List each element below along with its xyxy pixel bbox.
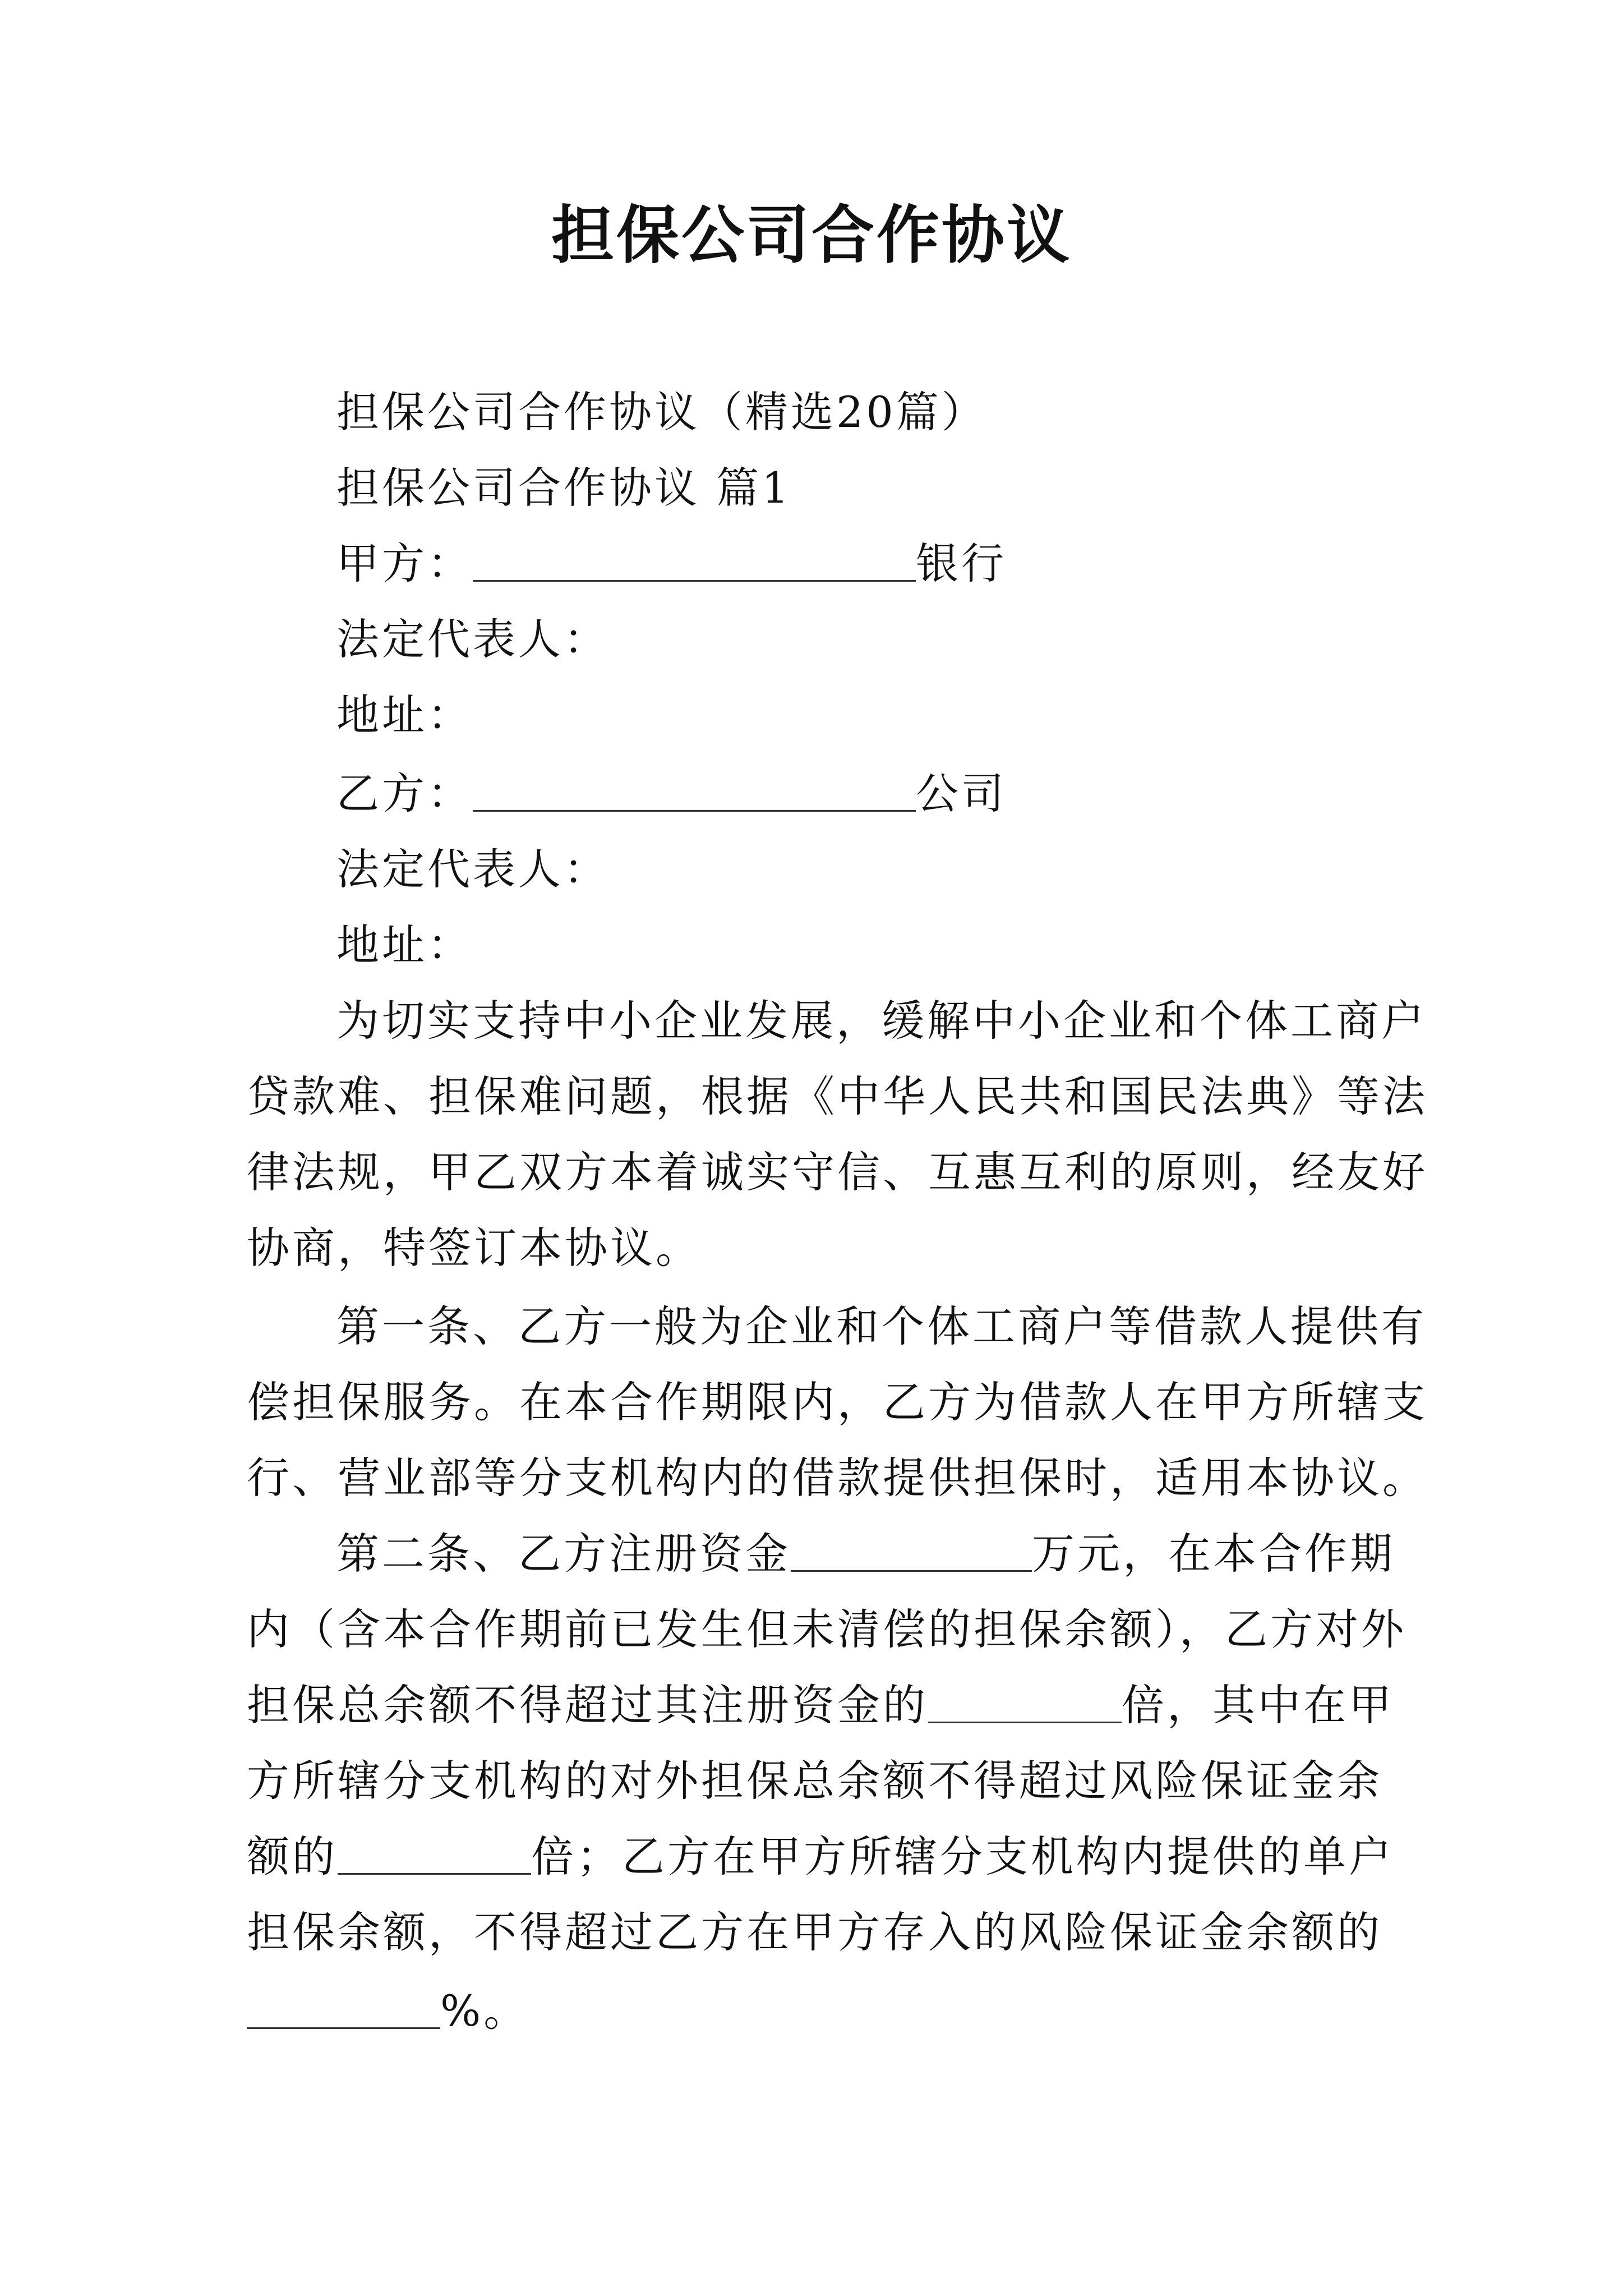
document-subtitle: 担保公司合作协议（精选20篇） <box>336 387 987 437</box>
registered-capital-blank <box>791 1531 1032 1572</box>
article-1-line-2: 偿担保服务。在本合作期限内，乙方为借款人在甲方所辖支 <box>247 1377 1428 1427</box>
party-a-address: 地址： <box>336 690 473 740</box>
party-b-suffix: 公司 <box>916 769 1007 818</box>
article-2-line-2: 内（含本合作期前已发生但未清偿的担保余额），乙方对外 <box>247 1604 1407 1654</box>
party-b-representative: 法定代表人： <box>336 844 609 894</box>
multiple-blank-2 <box>338 1834 531 1875</box>
article-2-line-7 <box>247 1980 529 2042</box>
article-2-line-6: 担保余额，不得超过乙方在甲方存入的风险保证金余额的 <box>247 1907 1382 1957</box>
article-2-line-1 <box>336 1523 1395 1585</box>
article-2-text-e: 额的 <box>247 1832 338 1881</box>
multiple-blank-1 <box>928 1682 1122 1723</box>
preamble-line-1: 为切实支持中小企业发展，缓解中小企业和个体工商户 <box>336 996 1427 1046</box>
article-1-line-3: 行、营业部等分支机构内的借款提供担保时，适用本协议。 <box>247 1453 1428 1503</box>
party-b-line <box>336 763 1007 825</box>
section-heading: 担保公司合作协议 篇1 <box>336 463 792 513</box>
article-2-text-f: 倍；乙方在甲方所辖分支机构内提供的单户 <box>531 1832 1394 1881</box>
party-b-address: 地址： <box>336 920 473 970</box>
party-b-label: 乙方： <box>336 769 473 818</box>
article-2-text-g: %。 <box>440 1986 529 2036</box>
party-b-name-blank <box>473 771 916 812</box>
article-2-line-4: 方所辖分支机构的对外担保总余额不得超过风险保证金余 <box>247 1756 1382 1806</box>
article-2-text-b: 万元，在本合作期 <box>1032 1529 1395 1579</box>
article-2-line-5 <box>247 1826 1394 1888</box>
article-2-text-a: 第二条、乙方注册资金 <box>336 1529 791 1579</box>
article-2-text-d: 倍，其中在甲 <box>1122 1680 1394 1730</box>
party-a-suffix: 银行 <box>916 539 1007 588</box>
party-a-name-blank <box>473 541 916 582</box>
party-a-line <box>336 533 1007 595</box>
document-title: 担保公司合作协议 <box>551 199 1072 272</box>
party-a-representative: 法定代表人： <box>336 614 609 664</box>
party-a-label: 甲方： <box>336 539 473 588</box>
article-2-line-3 <box>247 1674 1394 1736</box>
percentage-blank <box>247 1988 440 2029</box>
preamble-line-3: 律法规，甲乙双方本着诚实守信、互惠互利的原则，经友好 <box>247 1147 1428 1197</box>
preamble-line-2: 贷款难、担保难问题，根据《中华人民共和国民法典》等法 <box>247 1071 1428 1121</box>
preamble-line-4: 协商，特签订本协议。 <box>247 1223 701 1273</box>
article-1-line-1: 第一条、乙方一般为企业和个体工商户等借款人提供有 <box>336 1301 1427 1351</box>
article-2-text-c: 担保总余额不得超过其注册资金的 <box>247 1680 928 1730</box>
